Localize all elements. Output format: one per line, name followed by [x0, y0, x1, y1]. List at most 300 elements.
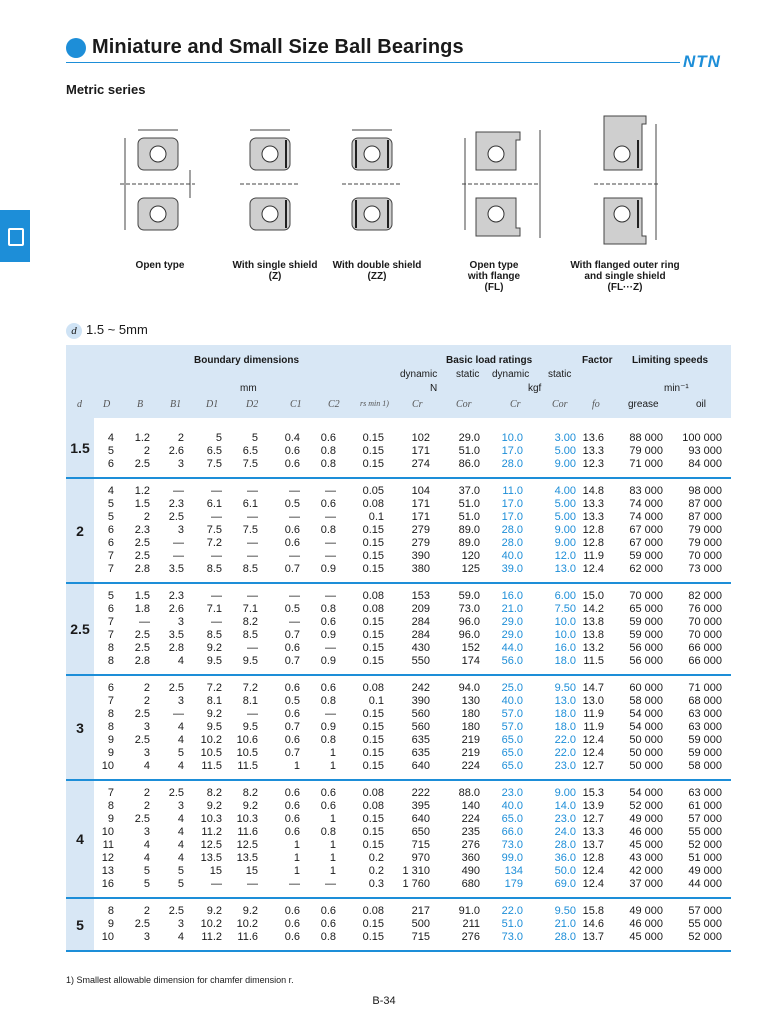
table-cell: 3 — [177, 524, 184, 536]
table-cell: 65.0 — [501, 760, 523, 772]
table-cell: 18.0 — [554, 721, 576, 733]
table-cell: 23.0 — [554, 813, 576, 825]
table-cell: 12.4 — [582, 865, 604, 877]
table-cell: 60 000 — [629, 682, 663, 694]
table-cell: 50.0 — [554, 865, 576, 877]
table-cell: 40.0 — [501, 800, 523, 812]
table-cell: 94.0 — [458, 682, 480, 694]
table-cell: 5 — [143, 878, 150, 890]
table-cell: 715 — [411, 839, 430, 851]
table-cell: 71 000 — [629, 458, 663, 470]
table-cell: 12.4 — [582, 878, 604, 890]
table-cell: 0.15 — [362, 550, 384, 562]
table-cell: 74 000 — [629, 511, 663, 523]
table-cell: 5 — [107, 511, 114, 523]
table-cell: 13.3 — [582, 826, 604, 838]
bearing-diagrams — [0, 100, 768, 300]
table-cell: 3.00 — [554, 432, 576, 444]
caption-flange-shield: With flanged outer ring and single shield (FL···Z) — [570, 260, 680, 293]
col-D1: D1 — [206, 399, 219, 410]
table-cell: 0.8 — [320, 603, 336, 615]
table-cell: 0.1 — [368, 695, 384, 707]
table-cell: 56.0 — [501, 655, 523, 667]
table-row — [66, 590, 731, 603]
table-cell: — — [289, 550, 300, 562]
table-cell: 37.0 — [458, 485, 480, 497]
table-cell: 5 — [107, 498, 114, 510]
table-cell: 15 — [209, 865, 222, 877]
table-cell: 5 — [177, 878, 184, 890]
table-cell: 9.2 — [242, 800, 258, 812]
table-cell: 3 — [177, 695, 184, 707]
table-cell: — — [211, 511, 222, 523]
table-cell: 4 — [177, 839, 184, 851]
table-row — [66, 550, 731, 563]
table-cell: 11.2 — [201, 826, 222, 838]
table-cell: 9.2 — [206, 642, 222, 654]
table-cell: 2.5 — [134, 629, 150, 641]
table-cell: — — [211, 550, 222, 562]
table-cell: — — [325, 590, 336, 602]
table-cell: 5 — [107, 445, 114, 457]
table-cell: 11.6 — [237, 826, 258, 838]
table-cell: 14.6 — [582, 918, 604, 930]
table-cell: — — [247, 708, 258, 720]
table-cell: 4 — [177, 852, 184, 864]
table-cell: 224 — [461, 813, 480, 825]
table-cell: 14.0 — [554, 800, 576, 812]
table-cell: — — [211, 616, 222, 628]
table-cell: 8.2 — [206, 787, 222, 799]
table-cell: 0.6 — [284, 734, 300, 746]
table-cell: 680 — [461, 878, 480, 890]
table-cell: 0.9 — [320, 721, 336, 733]
table-cell: 9.2 — [206, 708, 222, 720]
table-cell: 4 — [177, 813, 184, 825]
page-header — [0, 30, 768, 70]
table-cell: 65 000 — [629, 603, 663, 615]
table-cell: 0.15 — [362, 642, 384, 654]
table-cell: 2.5 — [168, 682, 184, 694]
table-cell: 11.0 — [502, 485, 523, 497]
table-cell: 11.5 — [237, 760, 258, 772]
table-row — [66, 905, 731, 918]
table-cell: 11.6 — [237, 931, 258, 943]
table-cell: 0.08 — [362, 682, 384, 694]
table-cell: 65.0 — [501, 813, 523, 825]
table-cell: 59.0 — [458, 590, 480, 602]
table-cell: 7 — [107, 787, 114, 799]
table-cell: 4 — [177, 826, 184, 838]
table-cell: 0.15 — [362, 445, 384, 457]
table-cell: 57.0 — [501, 721, 523, 733]
table-cell: 0.15 — [362, 524, 384, 536]
table-cell: 28.0 — [501, 458, 523, 470]
unit-mm: mm — [240, 383, 257, 394]
table-cell: 395 — [411, 800, 430, 812]
table-cell: 10.0 — [554, 616, 576, 628]
table-cell: 0.7 — [284, 747, 300, 759]
table-cell: 13.0 — [554, 563, 576, 575]
table-cell: 89.0 — [458, 524, 480, 536]
table-cell: — — [173, 550, 184, 562]
bearing-cross-sections — [0, 100, 768, 260]
col-B1: B1 — [170, 399, 182, 410]
table-cell: 15.0 — [582, 590, 604, 602]
table-cell: 715 — [411, 931, 430, 943]
table-cell: 96.0 — [458, 616, 480, 628]
table-cell: 3 — [143, 826, 150, 838]
table-cell: — — [289, 511, 300, 523]
table-cell: 0.8 — [320, 458, 336, 470]
table-cell: 8.5 — [242, 629, 258, 641]
table-cell: 46 000 — [629, 918, 663, 930]
table-cell: 9.50 — [554, 682, 576, 694]
table-cell: 22.0 — [554, 747, 576, 759]
table-cell: 9.2 — [206, 905, 222, 917]
table-cell: 102 — [411, 432, 430, 444]
bore-diameter: 3 — [66, 676, 94, 779]
table-cell: 68 000 — [688, 695, 722, 707]
head-limiting: Limiting speeds — [632, 355, 709, 366]
table-cell: 0.6 — [320, 682, 336, 694]
table-cell: 640 — [411, 813, 430, 825]
bore-group — [66, 676, 731, 781]
table-cell: 51.0 — [458, 445, 480, 457]
table-cell: 2.5 — [134, 708, 150, 720]
table-cell: 54 000 — [629, 708, 663, 720]
table-cell: 0.8 — [320, 734, 336, 746]
table-cell: 1 — [293, 839, 300, 851]
table-cell: 4 — [177, 734, 184, 746]
table-cell: — — [325, 642, 336, 654]
table-row — [66, 445, 731, 458]
table-cell: 58 000 — [629, 695, 663, 707]
table-cell: 40.0 — [501, 695, 523, 707]
head-basic-load: Basic load ratings — [446, 355, 533, 366]
col-fo: fo — [592, 399, 600, 410]
table-cell: 490 — [461, 865, 480, 877]
table-cell: 390 — [411, 550, 430, 562]
col-d: d — [77, 399, 82, 410]
table-cell: 18.0 — [554, 655, 576, 667]
table-cell: 1.2 — [134, 485, 150, 497]
table-cell: 13.8 — [582, 616, 604, 628]
table-cell: 79 000 — [688, 537, 722, 549]
diagram-flange-shield — [594, 116, 660, 244]
table-cell: 0.8 — [320, 524, 336, 536]
table-cell: 0.9 — [320, 563, 336, 575]
table-cell: 9.00 — [554, 537, 576, 549]
table-cell: 0.6 — [320, 616, 336, 628]
table-cell: 14.7 — [582, 682, 604, 694]
table-row — [66, 695, 731, 708]
table-cell: 6.5 — [242, 445, 258, 457]
table-cell: 61 000 — [688, 800, 722, 812]
table-cell: 66 000 — [688, 642, 722, 654]
table-cell: 70 000 — [688, 629, 722, 641]
table-cell: 3 — [143, 721, 150, 733]
table-cell: 9 — [107, 734, 114, 746]
head-static-n: static — [456, 369, 480, 380]
table-cell: — — [325, 485, 336, 497]
table-cell: 153 — [411, 590, 430, 602]
table-cell: 430 — [411, 642, 430, 654]
table-cell: 11.9 — [583, 721, 604, 733]
table-cell: 2.5 — [168, 905, 184, 917]
table-cell: 10.5 — [200, 747, 222, 759]
table-cell: 1.8 — [134, 603, 150, 615]
table-cell: 7 — [107, 695, 114, 707]
table-cell: 284 — [411, 629, 430, 641]
table-cell: 276 — [461, 839, 480, 851]
table-cell: 88 000 — [629, 432, 663, 444]
table-cell: 2.5 — [134, 813, 150, 825]
table-cell: 274 — [411, 458, 430, 470]
table-row — [66, 734, 731, 747]
table-cell: 0.6 — [284, 787, 300, 799]
table-cell: 7 — [107, 563, 114, 575]
table-cell: 0.08 — [362, 603, 384, 615]
table-cell: 58 000 — [688, 760, 722, 772]
table-cell: 279 — [411, 524, 430, 536]
table-cell: 44.0 — [501, 642, 523, 654]
table-cell: 0.6 — [284, 905, 300, 917]
table-cell: 62 000 — [629, 563, 663, 575]
table-cell: 0.15 — [362, 616, 384, 628]
table-cell: 4 — [177, 655, 184, 667]
table-row — [66, 563, 731, 576]
table-cell: 55 000 — [688, 918, 722, 930]
table-cell: 9.00 — [554, 524, 576, 536]
table-cell: 0.4 — [284, 432, 300, 444]
diagram-double-shield — [342, 130, 402, 230]
table-cell: 13.7 — [582, 839, 604, 851]
table-cell: 13.6 — [582, 432, 604, 444]
table-cell: 1 — [293, 865, 300, 877]
table-cell: 23.0 — [554, 760, 576, 772]
table-cell: 2 — [143, 905, 150, 917]
table-cell: 130 — [461, 695, 480, 707]
table-cell: 635 — [411, 734, 430, 746]
table-cell: 29.0 — [501, 616, 523, 628]
table-cell: 104 — [411, 485, 430, 497]
table-cell: 640 — [411, 760, 430, 772]
table-cell: 2 — [143, 800, 150, 812]
table-cell: 16.0 — [554, 642, 576, 654]
col-Cor-kgf: Cor — [552, 399, 568, 410]
col-grease: grease — [628, 399, 659, 410]
table-cell: 13.5 — [200, 852, 222, 864]
table-cell: 16.0 — [501, 590, 523, 602]
table-cell: 88.0 — [458, 787, 480, 799]
table-cell: 7.2 — [206, 682, 222, 694]
table-cell: 36.0 — [554, 852, 576, 864]
table-cell: 54 000 — [629, 787, 663, 799]
table-cell: 45 000 — [629, 839, 663, 851]
table-cell: 10.0 — [554, 629, 576, 641]
table-cell: 10.6 — [236, 734, 258, 746]
table-cell: 0.15 — [362, 655, 384, 667]
table-cell: 1 — [293, 852, 300, 864]
table-cell: 8.1 — [206, 695, 222, 707]
table-cell: 12.3 — [582, 458, 604, 470]
table-cell: 6.5 — [206, 445, 222, 457]
table-cell: 71 000 — [688, 682, 722, 694]
table-cell: — — [325, 511, 336, 523]
table-cell: 7 — [107, 629, 114, 641]
table-cell: 2.3 — [134, 524, 150, 536]
col-Cor-n: Cor — [456, 399, 472, 410]
table-cell: 0.6 — [284, 642, 300, 654]
table-cell: 13 — [101, 865, 114, 877]
table-row — [66, 852, 731, 865]
table-cell: 2.5 — [134, 550, 150, 562]
table-cell: 66.0 — [501, 826, 523, 838]
table-cell: 2 — [143, 511, 150, 523]
col-D: D — [103, 399, 111, 410]
table-cell: 93 000 — [688, 445, 722, 457]
table-cell: 13.3 — [582, 511, 604, 523]
table-cell: 4.00 — [554, 485, 576, 497]
caption-open-type: Open type — [135, 260, 185, 271]
table-cell: 0.15 — [362, 760, 384, 772]
table-cell: 29.0 — [458, 432, 480, 444]
table-cell: 360 — [461, 852, 480, 864]
table-row — [66, 747, 731, 760]
range-text: 1.5 ~ 5mm — [86, 322, 148, 337]
table-cell: 18.0 — [554, 708, 576, 720]
table-cell: 12 — [101, 852, 114, 864]
table-cell: 179 — [504, 878, 523, 890]
table-cell: 28.0 — [501, 537, 523, 549]
table-cell: — — [211, 590, 222, 602]
table-cell: 12.0 — [554, 550, 576, 562]
table-cell: 40.0 — [501, 550, 523, 562]
table-cell: 0.15 — [362, 747, 384, 759]
table-cell: 4 — [143, 852, 150, 864]
col-D2: D2 — [246, 399, 259, 410]
table-cell: 8 — [107, 905, 114, 917]
table-cell: 3 — [143, 747, 150, 759]
table-cell: 3 — [143, 931, 150, 943]
head-dynamic-kgf: dynamic — [492, 369, 530, 380]
table-cell: 22.0 — [501, 905, 523, 917]
table-cell: 1 — [329, 839, 336, 851]
table-cell: 28.0 — [554, 931, 576, 943]
table-cell: 23.0 — [501, 787, 523, 799]
table-cell: 0.6 — [284, 918, 300, 930]
table-cell: 560 — [411, 708, 430, 720]
table-cell: 0.6 — [320, 432, 336, 444]
table-cell: — — [325, 550, 336, 562]
table-cell: 83 000 — [629, 485, 663, 497]
table-row — [66, 787, 731, 800]
table-cell: 8 — [107, 655, 114, 667]
table-cell: 0.08 — [362, 787, 384, 799]
table-cell: — — [289, 878, 300, 890]
table-cell: 1 310 — [402, 865, 430, 877]
table-cell: 2.5 — [168, 511, 184, 523]
table-cell: 171 — [411, 498, 430, 510]
table-cell: 180 — [461, 708, 480, 720]
table-cell: 70 000 — [688, 616, 722, 628]
table-header — [66, 345, 731, 418]
table-cell: 0.2 — [368, 865, 384, 877]
table-cell: 8 — [107, 708, 114, 720]
bore-diameter: 4 — [66, 781, 94, 897]
table-cell: 65.0 — [501, 747, 523, 759]
table-cell: 0.6 — [320, 498, 336, 510]
table-cell: 2.6 — [168, 445, 184, 457]
table-cell: 17.0 — [501, 511, 523, 523]
table-cell: 3.5 — [168, 563, 184, 575]
table-body — [66, 418, 731, 952]
table-cell: 2 — [143, 445, 150, 457]
table-cell: 211 — [462, 918, 480, 930]
table-cell: 1 — [329, 865, 336, 877]
d-symbol: d — [66, 323, 82, 339]
table-cell: 500 — [411, 918, 430, 930]
table-cell: 0.5 — [284, 603, 300, 615]
table-cell: — — [325, 537, 336, 549]
table-cell: 51.0 — [501, 918, 523, 930]
table-cell: 6 — [107, 603, 114, 615]
table-cell: 11.5 — [583, 655, 604, 667]
table-cell: 1 — [329, 852, 336, 864]
table-cell: 9 — [107, 813, 114, 825]
diagram-open-type — [120, 130, 195, 230]
table-cell: 59 000 — [629, 550, 663, 562]
table-cell: 1 — [329, 747, 336, 759]
table-cell: 46 000 — [629, 826, 663, 838]
table-cell: 560 — [411, 721, 430, 733]
head-factor: Factor — [582, 355, 613, 366]
unit-min: min⁻¹ — [664, 383, 689, 394]
header-rule — [66, 62, 680, 63]
table-cell: 1 760 — [402, 878, 430, 890]
table-cell: 12.4 — [582, 747, 604, 759]
table-cell: — — [173, 485, 184, 497]
table-cell: 284 — [411, 616, 430, 628]
table-cell: 0.8 — [320, 931, 336, 943]
table-row — [66, 918, 731, 931]
table-cell: 10.5 — [236, 747, 258, 759]
table-cell: 7.1 — [206, 603, 222, 615]
table-cell: 0.5 — [284, 498, 300, 510]
table-cell: 9.5 — [242, 655, 258, 667]
table-cell: 217 — [411, 905, 430, 917]
col-Cr-n: Cr — [412, 399, 423, 410]
table-cell: 1 — [293, 760, 300, 772]
table-cell: 12.4 — [582, 734, 604, 746]
table-cell: 87 000 — [688, 498, 722, 510]
table-cell: 0.15 — [362, 721, 384, 733]
table-cell: 43 000 — [629, 852, 663, 864]
table-cell: 7.1 — [242, 603, 258, 615]
table-cell: 8 — [107, 721, 114, 733]
table-cell: 0.15 — [362, 563, 384, 575]
table-cell: 0.6 — [284, 524, 300, 536]
table-cell: 14.8 — [582, 485, 604, 497]
table-cell: 8.2 — [242, 616, 258, 628]
col-C2: C2 — [328, 399, 340, 410]
table-cell: 650 — [411, 826, 430, 838]
table-cell: 10.2 — [236, 918, 258, 930]
col-C1: C1 — [290, 399, 302, 410]
table-cell: 7 — [107, 616, 114, 628]
table-cell: 224 — [461, 760, 480, 772]
